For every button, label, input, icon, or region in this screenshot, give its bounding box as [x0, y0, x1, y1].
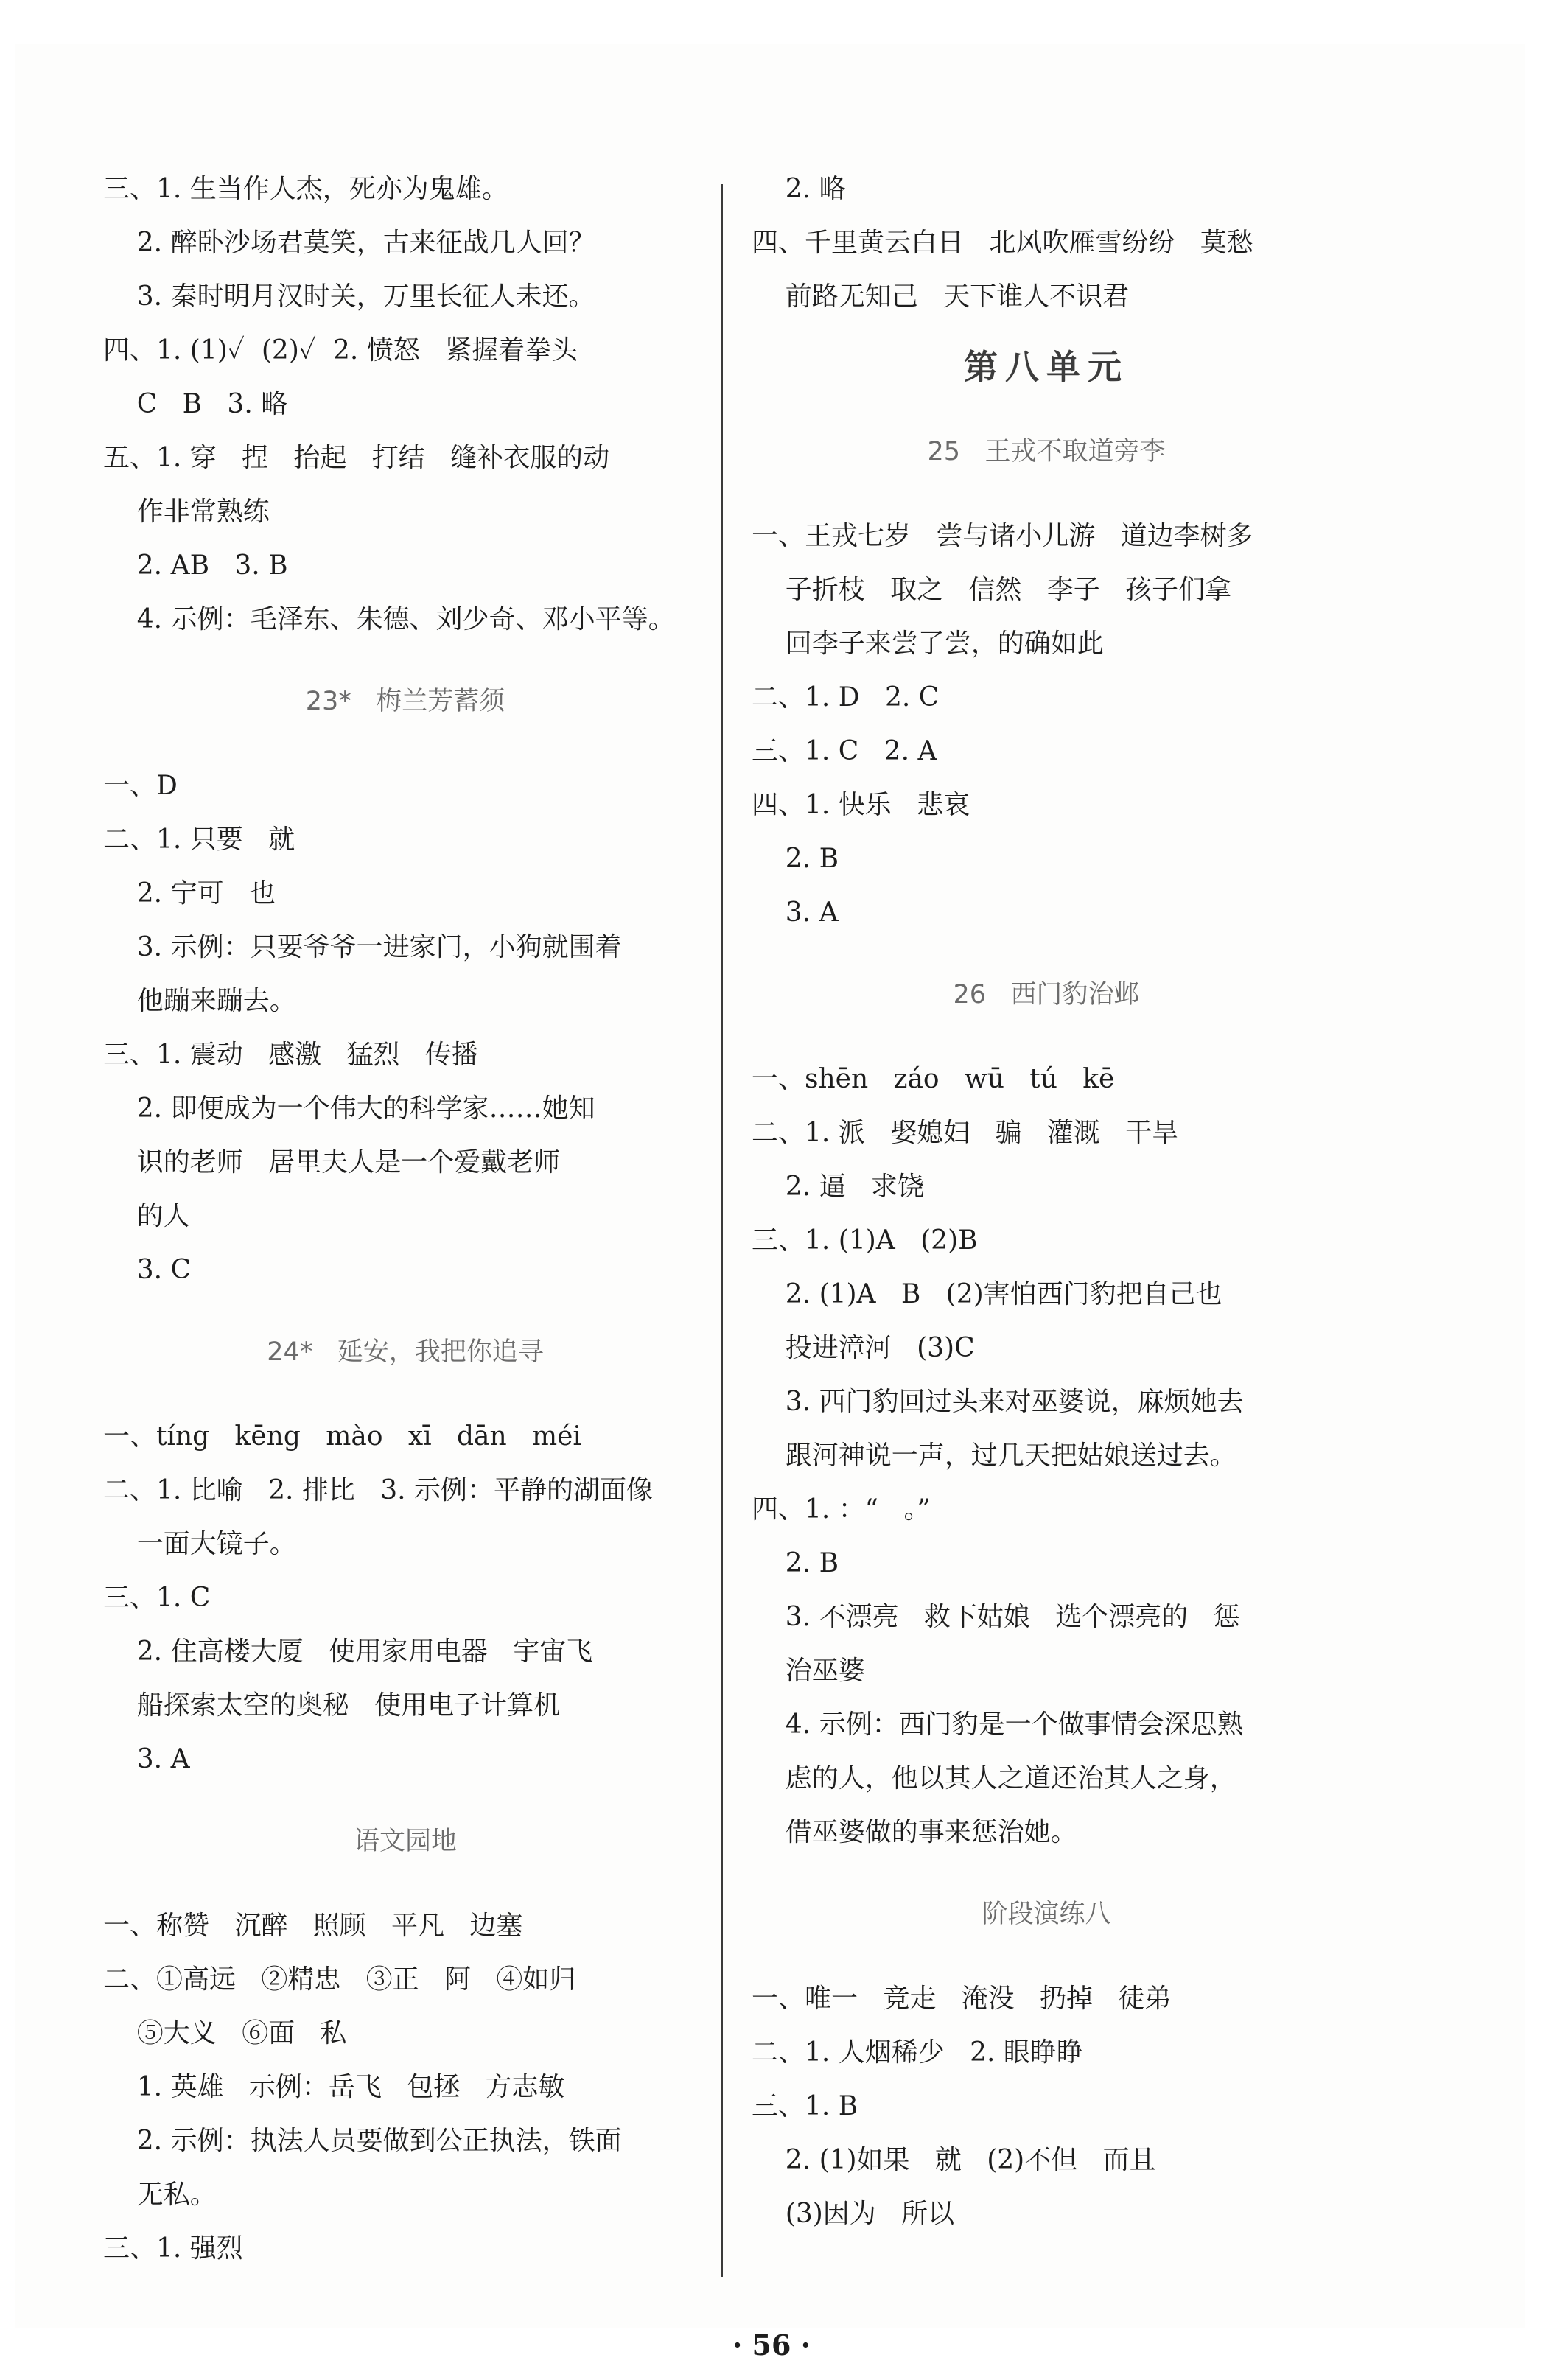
answer-line: 二、1. 人烟稀少 2. 眼睁睁	[752, 2037, 1083, 2068]
answer-line: 2. 即便成为一个伟大的科学家……她知	[103, 1093, 595, 1124]
answer-line: 3. 秦时明月汉时关，万里长征人未还。	[103, 281, 595, 312]
answer-line: 2. 逼 求饶	[752, 1172, 924, 1202]
answer-line: 一、D	[103, 771, 178, 801]
answer-line: 四、1. 快乐 悲哀	[752, 790, 970, 820]
answer-line: 3. 示例：只要爷爷一进家门，小狗就围着	[103, 932, 622, 962]
answer-line: 一面大镜子。	[103, 1529, 296, 1559]
answer-line: 4. 示例：毛泽东、朱德、刘少奇、邓小平等。	[103, 604, 675, 634]
answer-line: 2. 宁可 也	[103, 878, 276, 909]
answer-line: 治巫婆	[752, 1656, 865, 1686]
section-heading: 23* 梅兰芳蓄须	[305, 687, 505, 716]
answer-line: 四、千里黄云白日 北风吹雁雪纷纷 莫愁	[752, 228, 1253, 258]
answer-line: 2. B	[752, 1548, 839, 1578]
answer-line: 前路无知己 天下谁人不识君	[752, 281, 1130, 312]
answer-line: 他蹦来蹦去。	[103, 986, 296, 1016]
answer-line: 2. (1)A B (2)害怕西门豹把自己也	[752, 1279, 1222, 1309]
answer-line: 2. 略	[752, 174, 846, 204]
answer-line: 三、1. 强烈	[103, 2233, 243, 2264]
answer-line: 虑的人，他以其人之道还治其人之身，	[752, 1763, 1236, 1793]
answer-line: 识的老师 居里夫人是一个爱戴老师	[103, 1147, 561, 1177]
section-heading: 25 王戎不取道旁李	[927, 437, 1166, 466]
answer-line: C B 3. 略	[103, 389, 288, 419]
section-heading: 24* 延安，我把你追寻	[267, 1337, 544, 1367]
answer-line: 一、王戎七岁 尝与诸小儿游 道边李树多	[752, 521, 1253, 551]
answer-line: 2. B	[752, 844, 839, 874]
answer-line: 三、1. 震动 感激 猛烈 传播	[103, 1040, 478, 1070]
answer-line: 3. A	[103, 1744, 190, 1774]
column-divider	[721, 184, 723, 2277]
section-heading: 26 西门豹治邺	[953, 980, 1140, 1009]
answer-line: 3. C	[103, 1255, 192, 1285]
answer-line: 的人	[103, 1201, 190, 1231]
answer-line: 三、1. B	[752, 2091, 858, 2121]
answer-line: 无私。	[103, 2180, 217, 2210]
answer-line: 二、1. 比喻 2. 排比 3. 示例：平静的湖面像	[103, 1475, 654, 1505]
answer-line: 一、shēn záo wū tú kē	[752, 1064, 1115, 1094]
answer-line: 三、1. C 2. A	[752, 736, 937, 766]
section-heading: 语文园地	[353, 1827, 457, 1856]
answer-line: 借巫婆做的事来惩治她。	[752, 1817, 1077, 1847]
section-heading: 阶段演练八	[982, 1900, 1111, 1929]
answer-line: 一、tíng kēng mào xī dān méi	[103, 1421, 581, 1452]
answer-line: 作非常熟练	[103, 497, 270, 527]
answer-line: 三、1. 生当作人杰，死亦为鬼雄。	[103, 174, 508, 204]
answer-line: 二、①高远 ②精忠 ③正 阿 ④如归	[103, 1964, 576, 1995]
answer-line: 五、1. 穿 捏 抬起 打结 缝补衣服的动	[103, 443, 610, 473]
right-column	[752, 162, 1341, 2241]
unit-title: 第八单元	[964, 347, 1129, 387]
answer-line: 4. 示例：西门豹是一个做事情会深思熟	[752, 1709, 1244, 1740]
answer-line: 四、1. (1)✓ (2)✓ 2. 愤怒 紧握着拳头	[103, 335, 578, 365]
answer-line: 3. 不漂亮 救下姑娘 选个漂亮的 惩	[752, 1602, 1240, 1632]
answer-page	[15, 44, 1525, 2328]
answer-line: 一、称赞 沉醉 照顾 平凡 边塞	[103, 1911, 523, 1941]
answer-line: 二、1. 派 娶媳妇 骗 灌溉 干旱	[752, 1118, 1179, 1148]
answer-line: 3. 西门豹回过头来对巫婆说，麻烦她去	[752, 1387, 1244, 1417]
answer-line: 跟河神说一声，过几天把姑娘送过去。	[752, 1441, 1236, 1471]
answer-line: 三、1. C	[103, 1583, 211, 1613]
answer-line: 二、1. 只要 就	[103, 825, 295, 855]
answer-line: 2. 醉卧沙场君莫笑，古来征战几人回？	[103, 228, 595, 258]
answer-line: 1. 英雄 示例：岳飞 包拯 方志敏	[103, 2072, 565, 2102]
answer-line: 四、1. ：“ 。”	[752, 1494, 931, 1525]
answer-line: 投进漳河 (3)C	[752, 1333, 975, 1363]
answer-line: 二、1. D 2. C	[752, 682, 940, 713]
answer-line: 子折枝 取之 信然 李子 孩子们拿	[752, 575, 1232, 605]
answer-line: 2. (1)如果 就 (2)不但 而且	[752, 2145, 1156, 2175]
answer-line: 3. A	[752, 897, 839, 928]
answer-line: (3)因为 所以	[752, 2199, 955, 2229]
page-number: · 56 ·	[732, 2328, 811, 2362]
answer-line: 船探索太空的奥秘 使用电子计算机	[103, 1690, 561, 1721]
answer-line: ⑤大义 ⑥面 私	[103, 2018, 347, 2048]
answer-line: 一、唯一 竞走 淹没 扔掉 徒弟	[752, 1984, 1172, 2014]
left-column	[103, 162, 707, 2275]
answer-line: 2. AB 3. B	[103, 550, 288, 581]
answer-line: 三、1. (1)A (2)B	[752, 1225, 978, 1256]
answer-line: 回李子来尝了尝，的确如此	[752, 629, 1104, 659]
answer-line: 2. 住高楼大厦 使用家用电器 宇宙飞	[103, 1637, 593, 1667]
answer-line: 2. 示例：执法人员要做到公正执法，铁面	[103, 2126, 622, 2156]
